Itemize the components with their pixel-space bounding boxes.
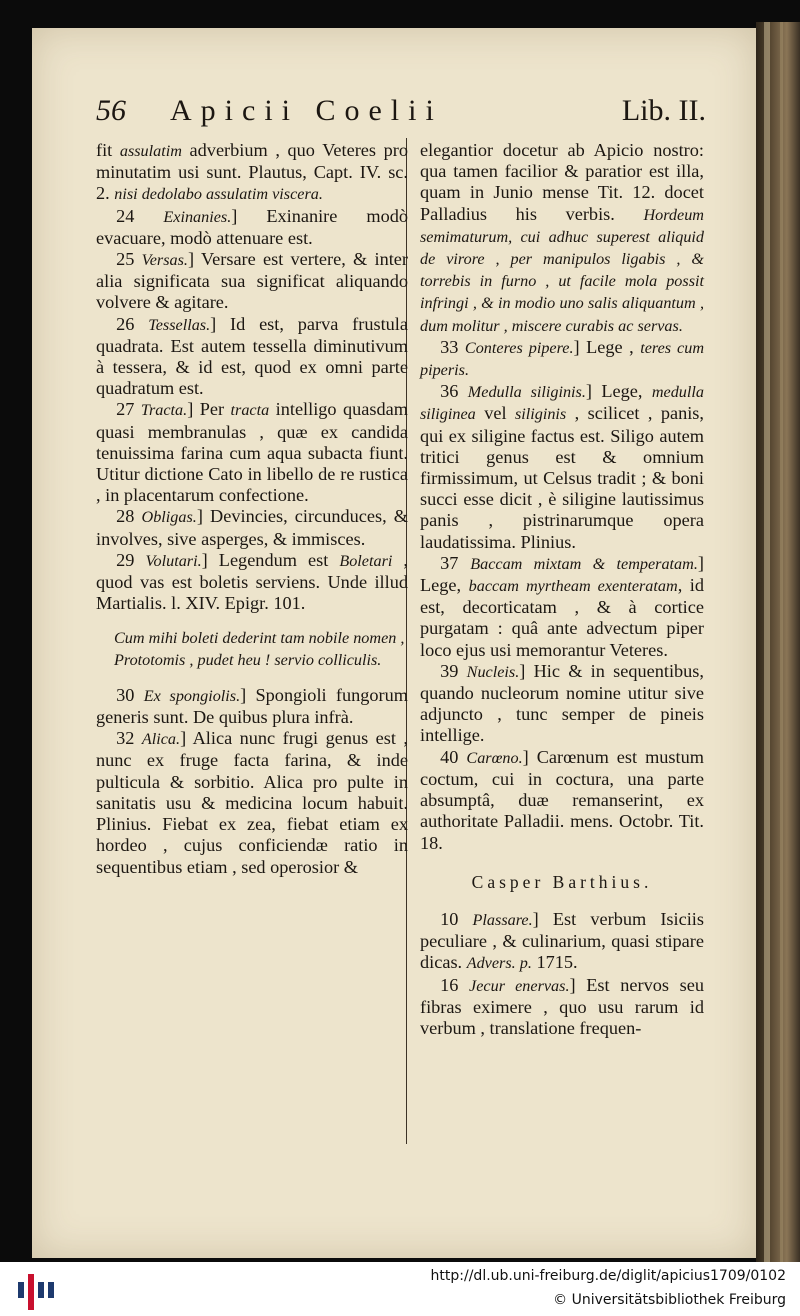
note-39: 39 Nucleis.] Hic & in sequentibus, quando nucleorum nomine utitur sive adjuncto , tunc semper de pineis intellige.	[420, 660, 704, 746]
note-25: 25 Versas.] Versare est vertere, & inter alia significata sua significat aliquando volvere & agitare.	[96, 249, 408, 313]
note-10: 10 Plassare.] Est verbum Isiciis peculiare , & culinarium, quasi stipare dicas. Advers. p. 1715.	[420, 908, 705, 973]
note-28: 28 Obligas.] Devincies, circunduces, & involves, sive asperges, & immisces.	[96, 506, 408, 549]
running-title: Apicii Coelii	[170, 94, 443, 127]
note-26: 26 Tessellas.] Id est, parva frustula quadrata. Est autem tessella diminutivum à tessera, & id est, quod ex omni parte quadratum est.	[96, 313, 408, 399]
document-url-link[interactable]: http://dl.ub.uni-freiburg.de/diglit/apicius1709/0102	[430, 1268, 786, 1284]
copyright-notice: © Universitätsbibliothek Freiburg	[553, 1292, 786, 1308]
note-29: 29 Volutari.] Legendum est Boletari , quod vas est boletis serviens. Unde illud Martialis. l. XIV. Epigr. 101.	[96, 549, 408, 614]
library-logo-icon	[14, 1266, 60, 1312]
verse-line: Prototomis , pudet heu ! servio colliculis.	[114, 650, 382, 669]
note-40: 40 Carœno.] Carœnum est mustum coctum, cui in coctura, una parte absumptâ, duæ remanserint, ex authoritate Palladii. mens. Octobr. Tit. 18.	[420, 746, 704, 853]
note-16: 16 Jecur enervas.] Est nervos seu fibras eximere , quo usu rarum id verbum , translatione frequen-	[420, 974, 704, 1038]
note-33: 33 Conteres pipere.] Lege , teres cum piperis.	[420, 336, 705, 380]
book-number: Lib. II.	[621, 94, 706, 127]
running-header	[96, 92, 706, 132]
section-heading: Casper Barthius.	[471, 871, 653, 892]
paragraph: elegantior docetur ab Apicio nostro: qua tamen facilior & paratior est illa, quam in Junio mense Tit. 12. docet Palladius his verbis. Hordeum semimaturum, cui adhuc superest aliquid de virore , per manipulos ligabis , & torrebis in furno , ut facile mola possit infringi , & in modio uno salis aliquantum , dum molitur , miscere curabis ac servas.	[420, 140, 704, 335]
note-37: 37 Baccam mixtam & temperatam.] Lege, baccam myrtheam exenteratam, id est, decorticatam , & à cortice purgatam : quâ ante advectum piper loco ejus usi memorantur Veteres.	[420, 552, 704, 660]
note-24: 24 Exinanies.] Exinanire modò evacuare, modò attenuare est.	[96, 205, 408, 248]
note-32: 32 Alica.] Alica nunc frugi genus est , nunc ex fruge facta farina, & inde pulticula & sorbitio. Alica pro pulte in sanitatis usu & medicina locum habuit. Plinius. Fiebat ex zea, fiebat etiam ex hordeo , cujus conficiendæ ratio in sequentibus etiam , sed operosior &	[96, 728, 408, 877]
verse-line: Cum mihi boleti dederint tam nobile nomen ,	[114, 629, 405, 648]
book-spine-edge	[756, 22, 800, 1262]
left-column	[96, 140, 408, 878]
note-27: 27 Tracta.] Per tracta intelligo quasdam quasi membranulas , quæ ex candida tenuissima farina cum aqua subacta fiunt. Utitur dictione Cato in libello de re rustica , in placentarum confectione.	[96, 399, 408, 506]
paragraph: fit assulatim adverbium , quo Veteres pro minutatim usi sunt. Plautus, Capt. IV. sc. 2. nisi dedolabo assulatim viscera.	[96, 140, 408, 204]
note-36: 36 Medulla siliginis.] Lege, medulla siliginea vel siliginis , scilicet , panis, qui ex siligine factus est. Siligo autem tritici genus est & omnium firmissimum, ut Celsus tradit ; & boni succi esse dicit , è siligine lautissimus panis , pistrinarumque opera laudatissima. Plinius.	[420, 381, 704, 552]
page-number: 56	[96, 94, 126, 127]
right-column	[420, 140, 704, 1039]
note-30: 30 Ex spongiolis.] Spongioli fungorum generis sunt. De quibus plura infrà.	[96, 684, 408, 728]
viewer-footer	[0, 1262, 800, 1316]
